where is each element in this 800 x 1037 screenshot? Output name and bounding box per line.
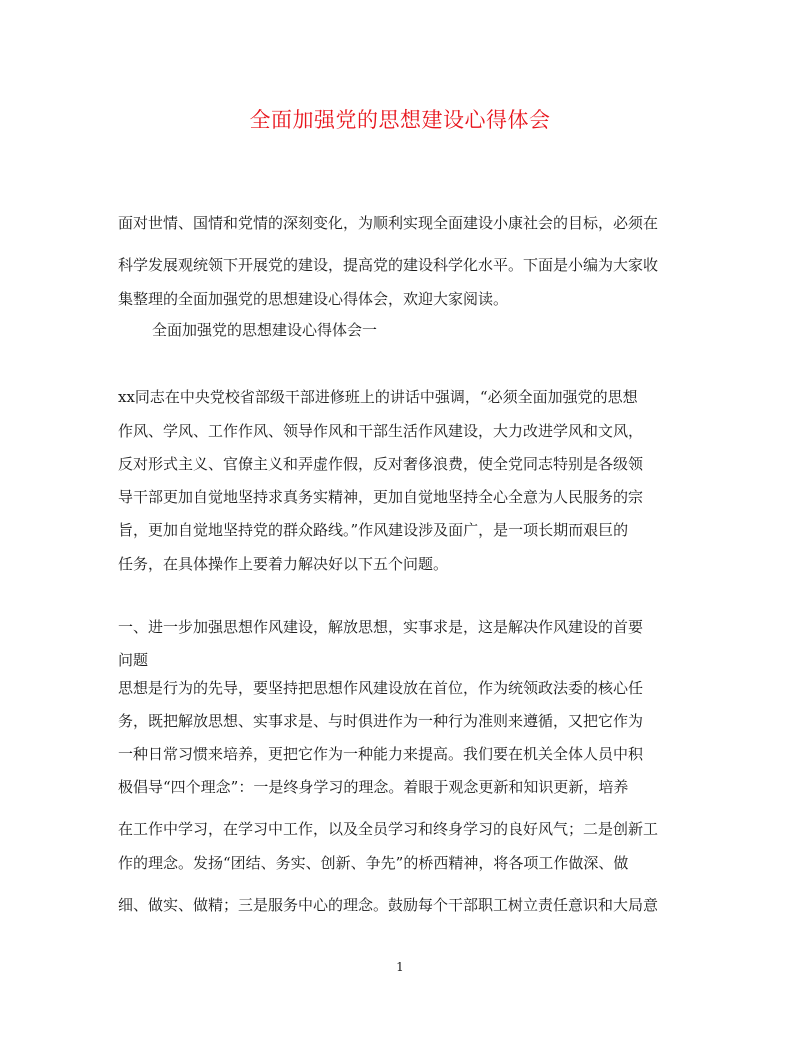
intro-line: 面对世情、国情和党情的深刻变化，为顺利实现全面建设小康社会的目标，必须在 <box>118 214 659 232</box>
intro-line: 科学发展观统领下开展党的建设，提高党的建设科学化水平。下面是小编为大家收 <box>118 256 659 274</box>
paragraph-line: 在工作中学习，在学习中工作，以及全员学习和终身学习的良好风气；二是创新工 <box>118 820 659 838</box>
paragraph-line: 旨，更加自觉地坚持党的群众路线。”作风建设涉及面广，是一项长期而艰巨的 <box>118 521 629 539</box>
paragraph-line: 极倡导“四个理念”：一是终身学习的理念。着眼于观念更新和知识更新，培养 <box>118 778 629 796</box>
paragraph-line: 思想是行为的先导，要坚持把思想作风建设放在首位，作为统领政法委的核心任 <box>118 679 644 697</box>
intro-line: 集整理的全面加强党的思想建设心得体会，欢迎大家阅读。 <box>118 290 509 308</box>
paragraph-line: xx同志在中央党校省部级干部进修班上的讲话中强调，“必须全面加强党的思想 <box>118 388 638 406</box>
section-subtitle: 全面加强党的思想建设心得体会一 <box>152 321 378 339</box>
paragraph-line: 一种日常习惯来培养，更把它作为一种能力来提高。我们要在机关全体人员中积 <box>118 745 644 763</box>
paragraph-line: 作风、学风、工作作风、领导作风和干部生活作风建设，大力改进学风和文风， <box>118 422 644 440</box>
paragraph-line: 导干部更加自觉地坚持求真务实精神，更加自觉地坚持全心全意为人民服务的宗 <box>118 488 644 506</box>
paragraph-line: 作的理念。发扬“团结、务实、创新、争先”的桥西精神，将各项工作做深、做 <box>118 854 629 872</box>
paragraph-line: 反对形式主义、官僚主义和弄虚作假，反对奢侈浪费，使全党同志特别是各级领 <box>118 455 644 473</box>
section-heading-line: 一、进一步加强思想作风建设，解放思想，实事求是，这是解决作风建设的首要 <box>118 618 644 636</box>
paragraph-line: 务，既把解放思想、实事求是、与时俱进作为一种行为准则来遵循，又把它作为 <box>118 712 644 730</box>
section-heading-line: 问题 <box>118 651 149 669</box>
paragraph-line: 任务，在具体操作上要着力解决好以下五个问题。 <box>118 555 449 573</box>
page-number: 1 <box>396 960 404 974</box>
paragraph-line: 细、做实、做精；三是服务中心的理念。鼓励每个干部职工树立责任意识和大局意 <box>118 896 659 914</box>
document-title: 全面加强党的思想建设心得体会 <box>249 108 551 132</box>
